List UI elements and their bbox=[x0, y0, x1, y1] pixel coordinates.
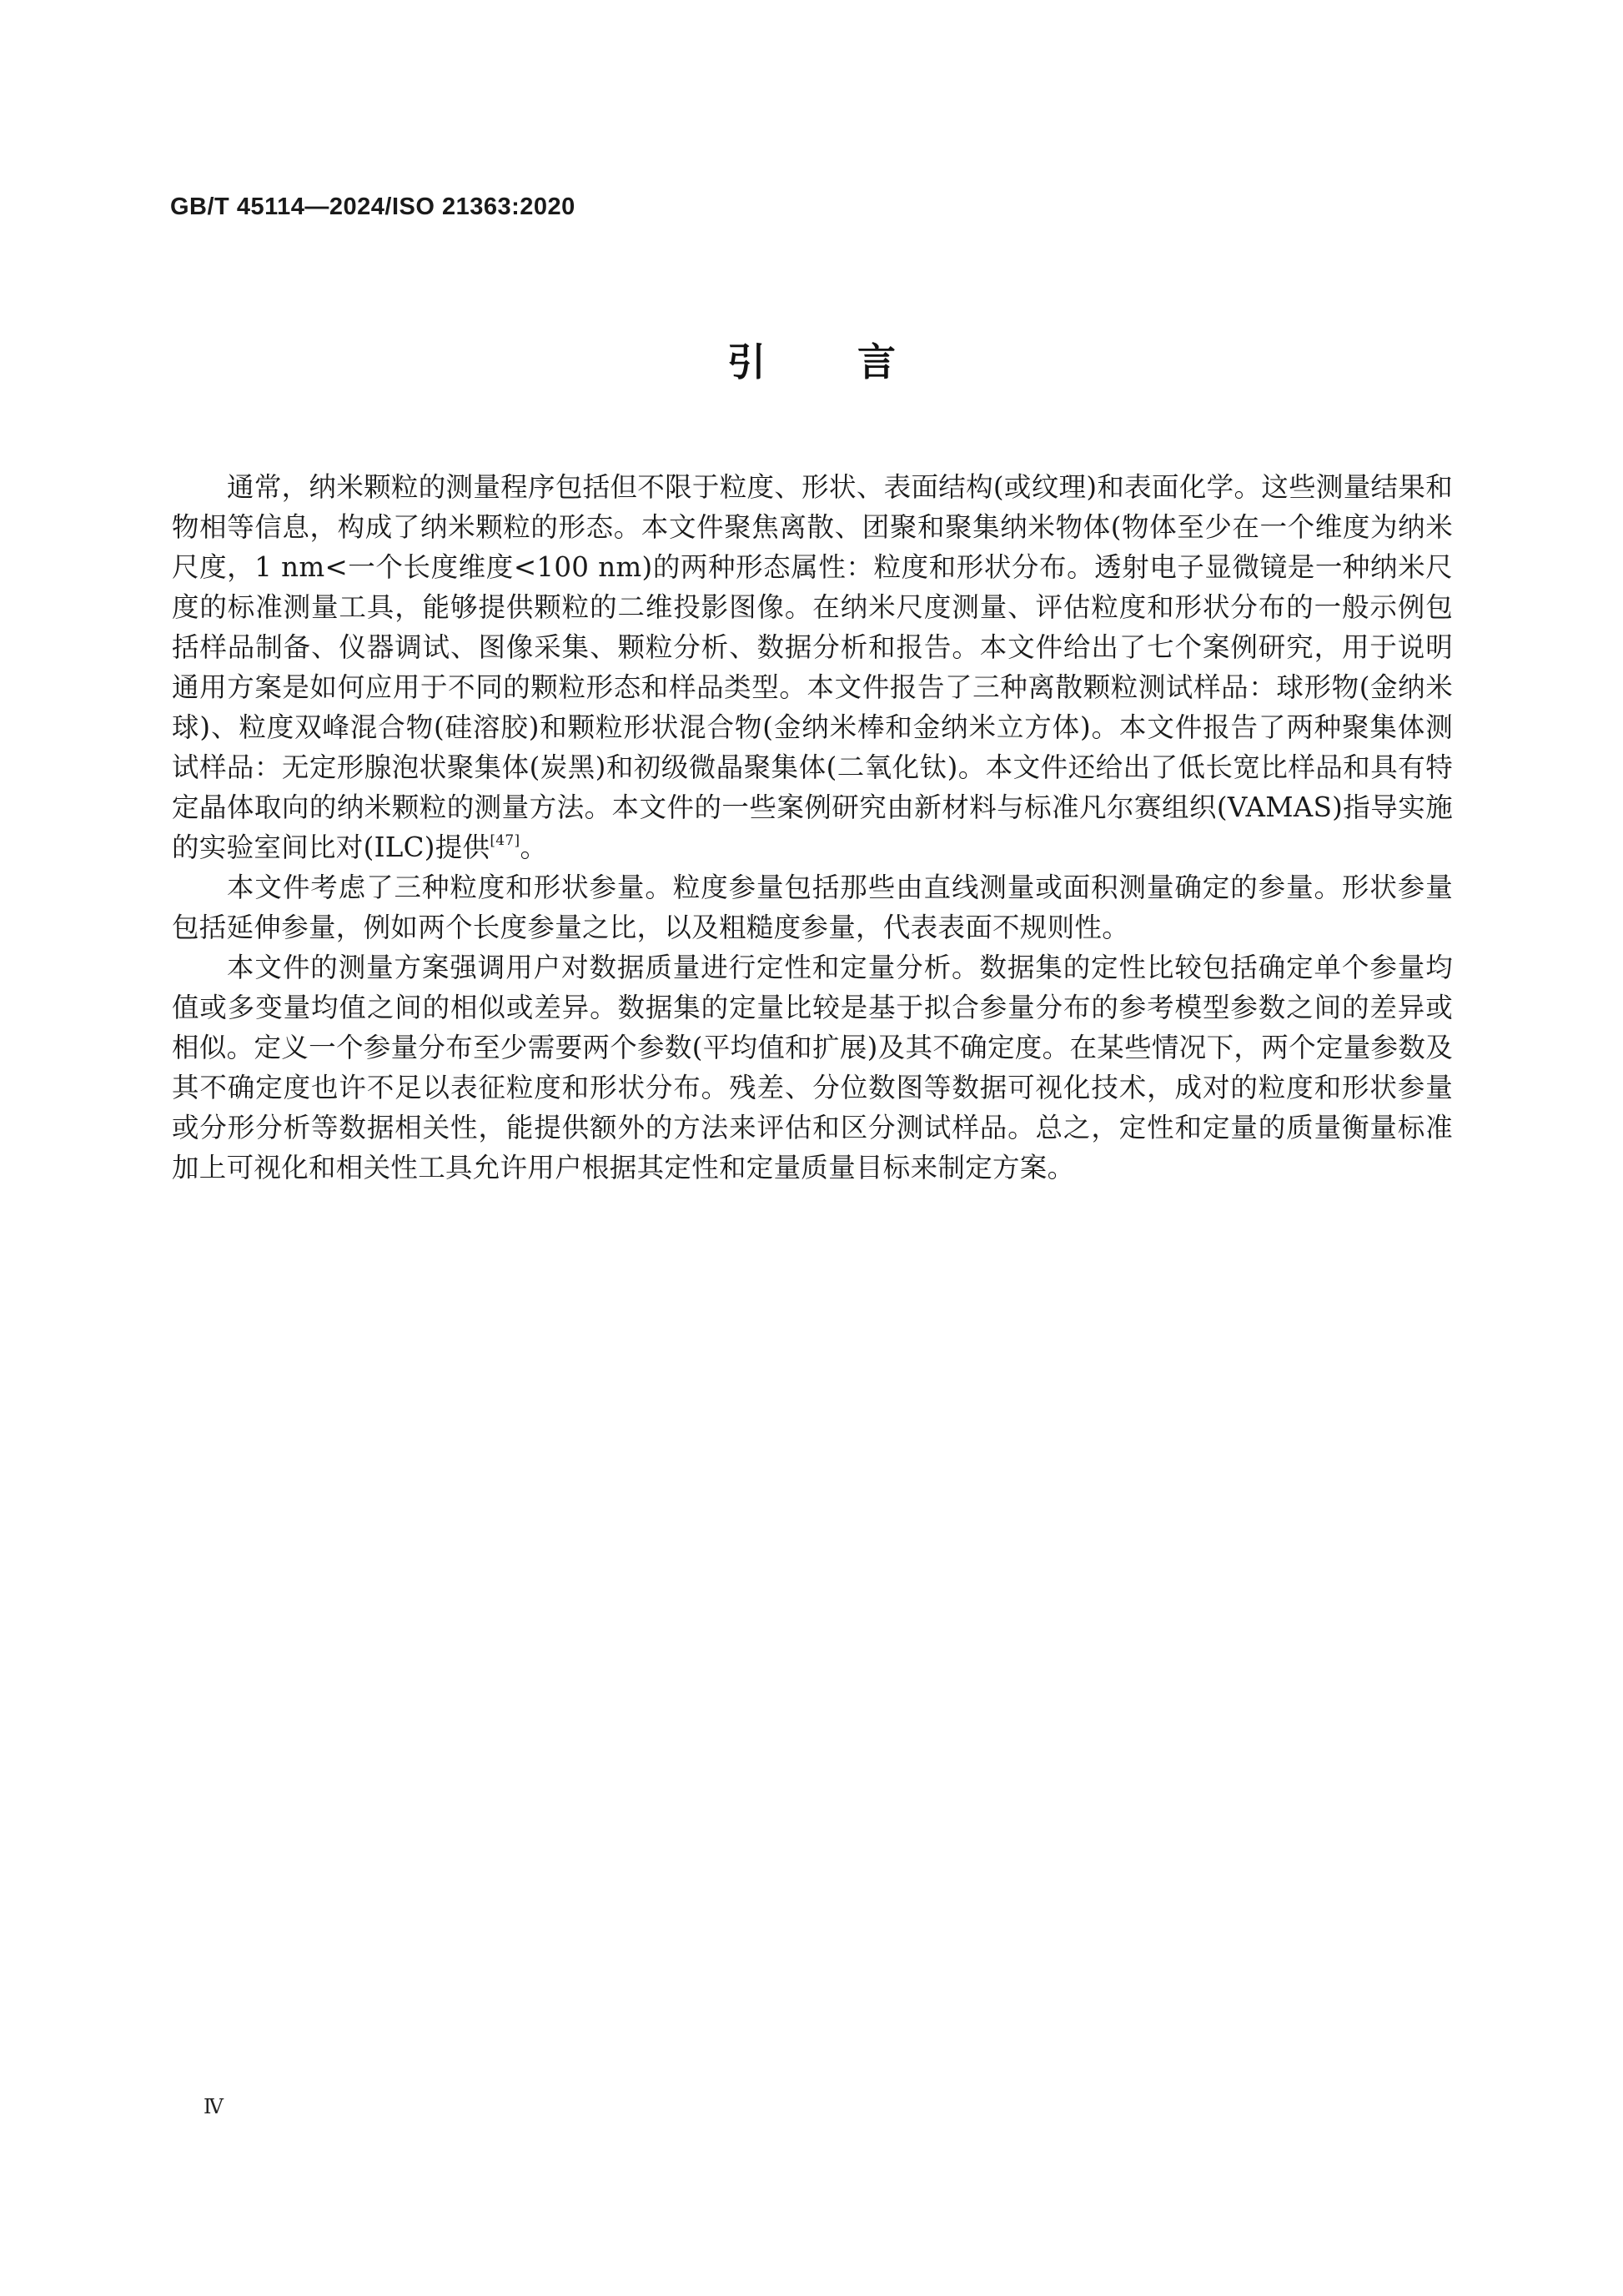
standard-number-header: GB/T 45114—2024/ISO 21363:2020 bbox=[170, 193, 575, 220]
paragraph-1-ending: 。 bbox=[520, 831, 548, 863]
page-title: 引言 bbox=[727, 339, 987, 384]
paragraph-1 bbox=[172, 467, 1453, 867]
citation-reference: [47] bbox=[490, 832, 520, 849]
body-text bbox=[172, 467, 1453, 1188]
paragraph-3: 本文件的测量方案强调用户对数据质量进行定性和定量分析。数据集的定性比较包括确定单个参量均值或多变量均值之间的相似或差异。数据集的定量比较是基于拟合参量分布的参考模型参数之间的差异或相似。定义一个参量分布至少需要两个参数(平均值和扩展)及其不确定度。在某些情况下，两个定量参数及其不确定度也许不足以表征粒度和形状分布。残差、分位数图等数据可视化技术，成对的粒度和形状参量或分形分析等数据相关性，能提供额外的方法来评估和区分测试样品。总之，定性和定量的质量衡量标准加上可视化和相关性工具允许用户根据其定性和定量质量目标来制定方案。 bbox=[172, 952, 1453, 1183]
page-number: Ⅳ bbox=[204, 2097, 224, 2118]
paragraph-2: 本文件考虑了三种粒度和形状参量。粒度参量包括那些由直线测量或面积测量确定的参量。形状参量包括延伸参量，例如两个长度参量之比，以及粗糙度参量，代表表面不规则性。 bbox=[172, 872, 1453, 943]
paragraph-1-text: 通常，纳米颗粒的测量程序包括但不限于粒度、形状、表面结构(或纹理)和表面化学。这些测量结果和物相等信息，构成了纳米颗粒的形态。本文件聚焦离散、团聚和聚集纳米物体(物体至少在一个维度为纳米尺度，1 nm<一个长度维度<100 nm)的两种形态属性：粒度和形状分布。透射电子显微镜是一种纳米尺度的标准测量工具，能够提供颗粒的二维投影图像。在纳米尺度测量、评估粒度和形状分布的一般示例包括样品制备、仪器调试、图像采集、颗粒分析、数据分析和报告。本文件给出了七个案例研究，用于说明通用方案是如何应用于不同的颗粒形态和样品类型。本文件报告了三种离散颗粒测试样品：球形物(金纳米球)、粒度双峰混合物(硅溶胶)和颗粒形状混合物(金纳米棒和金纳米立方体)。本文件报告了两种聚集体测试样品：无定形腺泡状聚集体(炭黑)和初级微晶聚集体(二氧化钛)。本文件还给出了低长宽比样品和具有特定晶体取向的纳米颗粒的测量方法。本文件的一些案例研究由新材料与标准凡尔赛组织(VAMAS)指导实施的实验室间比对(ILC)提供 bbox=[172, 471, 1453, 863]
